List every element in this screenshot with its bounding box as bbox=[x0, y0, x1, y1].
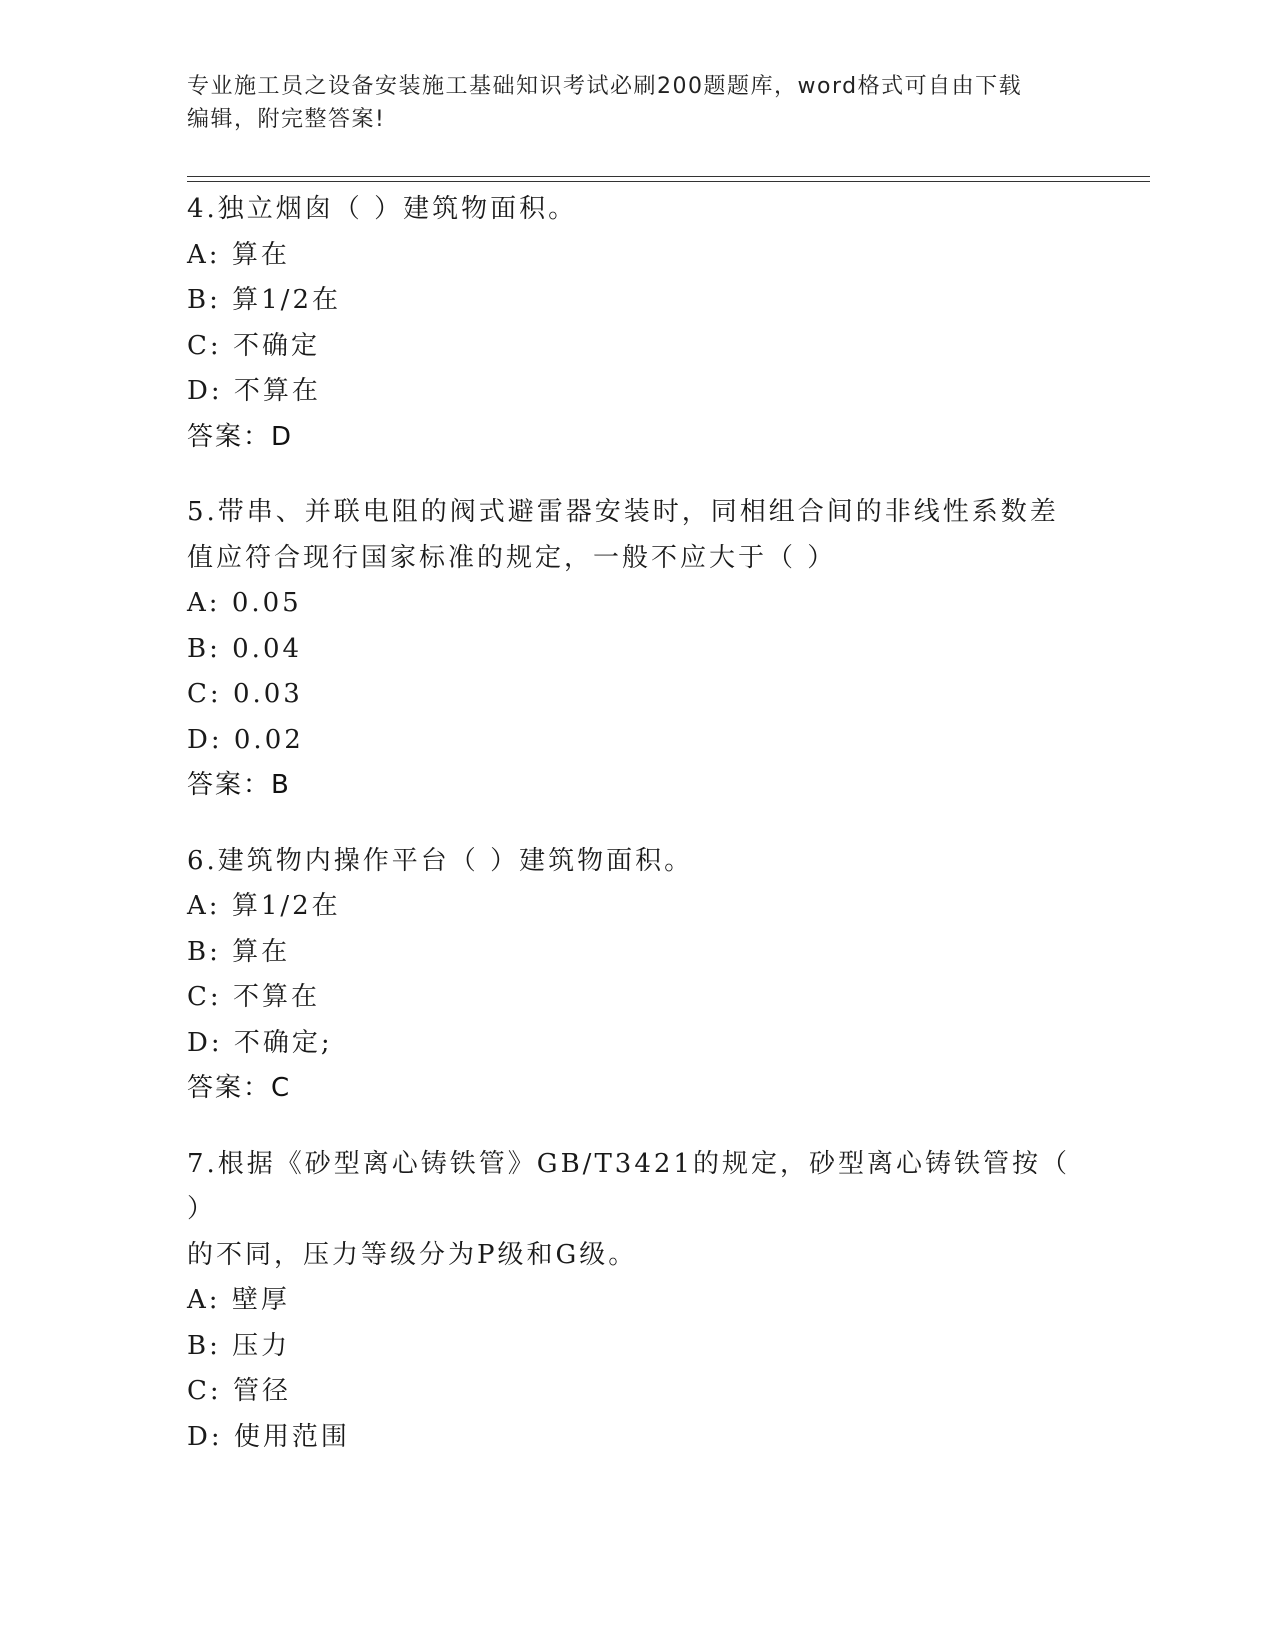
option-text: 算在 bbox=[232, 936, 291, 967]
option-key: C bbox=[187, 679, 210, 709]
option-separator: : bbox=[209, 982, 222, 1012]
question-stem-line: 4.独立烟囱（ ）建筑物面积。 bbox=[187, 194, 578, 224]
option-separator: : bbox=[210, 1421, 223, 1452]
option-key: B bbox=[187, 1330, 210, 1361]
option-key: D bbox=[187, 724, 211, 755]
question-stem-line: 7.根据《砂型离心铸铁管》GB/T3421的规定，砂型离心铸铁管按（ ） bbox=[187, 1148, 1070, 1224]
option-text: 算1/2在 bbox=[232, 285, 341, 315]
answer-option bbox=[187, 369, 1087, 415]
question-block bbox=[187, 187, 1087, 460]
option-text: 0.02 bbox=[233, 724, 304, 755]
option-key: D bbox=[187, 1421, 211, 1452]
question-stem-line: 值应符合现行国家标准的规定，一般不应大于（ ） bbox=[187, 542, 837, 573]
option-key: C bbox=[187, 330, 210, 361]
answer-option bbox=[187, 930, 1087, 976]
header-divider-bottom bbox=[187, 181, 1150, 182]
option-separator: : bbox=[208, 891, 221, 921]
option-key: A bbox=[187, 239, 209, 270]
option-separator: : bbox=[210, 1027, 223, 1058]
option-text: 算1/2在 bbox=[231, 891, 341, 921]
question-block bbox=[187, 1142, 1087, 1461]
answer-option bbox=[187, 1324, 1087, 1370]
option-key: B bbox=[187, 936, 210, 967]
option-separator: : bbox=[210, 376, 223, 406]
answer-option bbox=[187, 1369, 1087, 1415]
header-intro-line-1: 专业施工员之设备安装施工基础知识考试必刷200题题库，word格式可自由下载 bbox=[187, 74, 1023, 99]
option-key: A bbox=[187, 891, 209, 921]
option-text: 0.05 bbox=[231, 588, 302, 618]
option-key: D bbox=[187, 376, 211, 406]
question-stem-line: 5.带串、并联电阻的阀式避雷器安装时，同相组合间的非线性系数差 bbox=[187, 497, 1059, 527]
option-text: 算在 bbox=[231, 239, 290, 270]
option-separator: : bbox=[209, 1376, 222, 1406]
option-text: 不确定; bbox=[233, 1027, 333, 1058]
answer-option bbox=[187, 1415, 1087, 1461]
option-separator: : bbox=[209, 285, 221, 315]
option-text: 壁厚 bbox=[231, 1285, 290, 1315]
answer-option bbox=[187, 884, 1087, 930]
document-header bbox=[187, 70, 1087, 136]
option-text: 0.03 bbox=[232, 679, 303, 709]
answer-option bbox=[187, 1021, 1087, 1067]
answer-option bbox=[187, 233, 1087, 279]
option-text: 压力 bbox=[232, 1330, 291, 1361]
answer-option bbox=[187, 1278, 1087, 1324]
option-text: 0.04 bbox=[232, 633, 303, 664]
option-separator: : bbox=[209, 330, 222, 361]
answer-option bbox=[187, 278, 1087, 324]
header-intro-line-2: 编辑，附完整答案! bbox=[187, 107, 386, 132]
answer-option bbox=[187, 627, 1087, 673]
option-text: 不确定 bbox=[232, 330, 320, 361]
answer-key: 答案：B bbox=[187, 770, 291, 800]
answer-option bbox=[187, 718, 1087, 764]
option-key: A bbox=[187, 588, 209, 618]
option-key: B bbox=[187, 633, 210, 664]
option-separator: : bbox=[208, 239, 221, 270]
question-block bbox=[187, 490, 1087, 809]
option-separator: : bbox=[208, 588, 221, 618]
answer-key: 答案：C bbox=[187, 1073, 292, 1103]
option-key: D bbox=[187, 1027, 211, 1058]
option-separator: : bbox=[209, 936, 221, 967]
option-separator: : bbox=[208, 1285, 221, 1315]
question-stem-line: 的不同，压力等级分为P级和G级。 bbox=[187, 1239, 638, 1270]
option-key: C bbox=[187, 1376, 210, 1406]
header-divider-top bbox=[187, 176, 1150, 177]
option-text: 使用范围 bbox=[233, 1421, 350, 1452]
option-separator: : bbox=[209, 633, 221, 664]
option-separator: : bbox=[209, 679, 222, 709]
option-text: 不算在 bbox=[233, 376, 321, 406]
answer-key: 答案：D bbox=[187, 421, 294, 452]
answer-option bbox=[187, 581, 1087, 627]
option-key: B bbox=[187, 285, 210, 315]
answer-option bbox=[187, 975, 1087, 1021]
answer-option bbox=[187, 672, 1087, 718]
option-separator: : bbox=[210, 724, 223, 755]
question-stem-line: 6.建筑物内操作平台（ ）建筑物面积。 bbox=[187, 845, 694, 876]
option-key: C bbox=[187, 982, 210, 1012]
question-list bbox=[187, 187, 1087, 1490]
question-block bbox=[187, 839, 1087, 1112]
option-key: A bbox=[187, 1285, 209, 1315]
option-text: 不算在 bbox=[232, 982, 320, 1012]
answer-option bbox=[187, 324, 1087, 370]
option-separator: : bbox=[209, 1330, 221, 1361]
option-text: 管径 bbox=[232, 1376, 291, 1406]
